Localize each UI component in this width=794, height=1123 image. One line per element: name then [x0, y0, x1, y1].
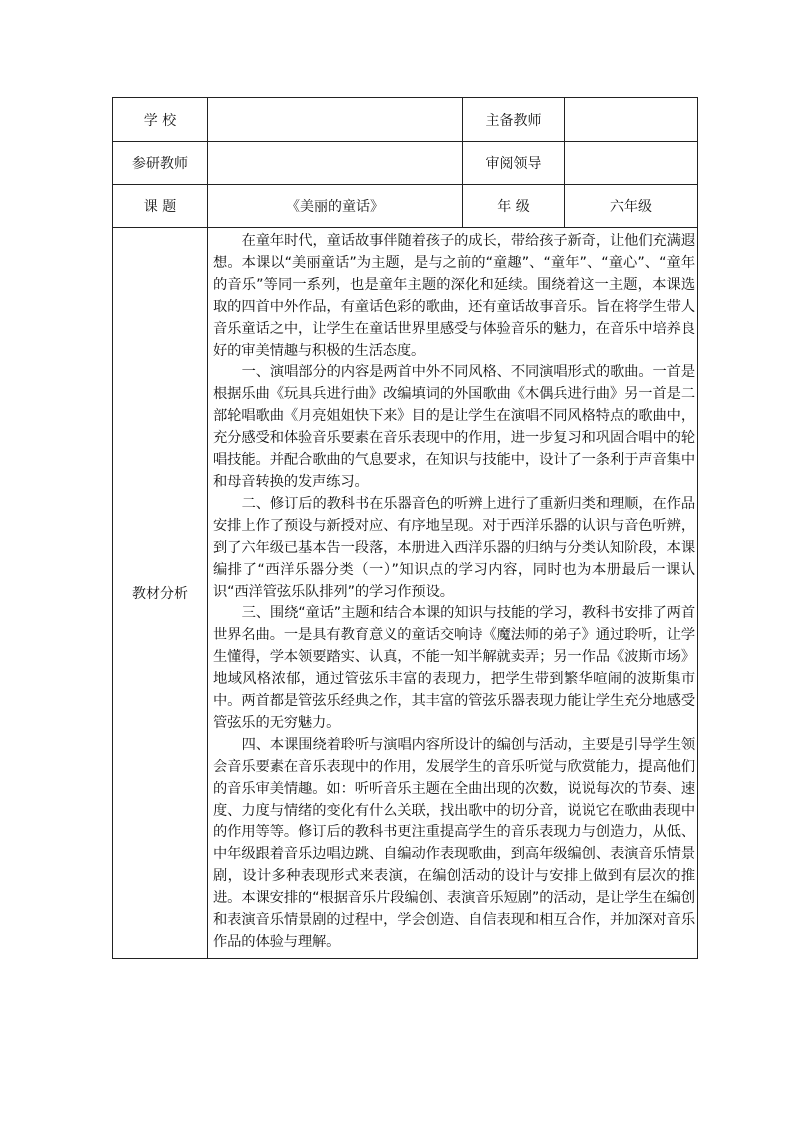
reviewer-field[interactable] — [565, 142, 698, 185]
analysis-content — [208, 228, 698, 959]
analysis-paragraph-singing: 一、演唱部分的内容是两首中外不同风格、不同演唱形式的歌曲。一首是根据乐曲《玩具兵进行曲》改编填词的外国歌曲《木偶兵进行曲》另一首是二部轮唱歌曲《月亮姐姐快下来》目的是让学生在演唱不同风格特点的歌曲中，充分感受和体验音乐要素在音乐表现中的作用，进一步复习和巩固合唱中的轮唱技能。并配合歌曲的气息要求，在知识与技能中，设计了一条利于声音集中和母音转换的发声练习。 — [213, 364, 695, 490]
research-teachers-label: 参研教师 — [113, 142, 208, 185]
analysis-paragraph-activities: 四、本课围绕着聆听与演唱内容所设计的编创与活动，主要是引导学生领会音乐要素在音乐表现中的作用，发展学生的音乐听觉与欣赏能力，提高他们的音乐审美情趣。如：听听音乐主题在全曲出现的次数，说说每次的节奏、速度、力度与情绪的变化有什么关联，找出歌中的切分音，说说它在歌曲表现中的作用等等。修订后的教科书更注重提高学生的音乐表现力与创造力，从低、中年级跟着音乐边唱边跳、自编动作表现歌曲，到高年级编创、表演音乐情景剧，设计多种表现形式来表演，在编创活动的设计与安排上做到有层次的推进。本课安排的“根据音乐片段编创、表演音乐短剧”的活动，是让学生在编创和表演音乐情景剧的过程中，学会创造、自信表现和相互合作，并加深对音乐作品的体验与理解。 — [213, 736, 695, 950]
analysis-paragraph-intro: 在童年时代，童话故事伴随着孩子的成长，带给孩子新奇，让他们充满遐想。本课以“美丽童话”为主题，是与之前的“童趣”、“童年”、“童心”、“童年的音乐”等同一系列，也是童年主题的深化和延续。围绕着这一主题，本课选取的四首中外作品，有童话色彩的歌曲，还有童话故事音乐。旨在将学生带人音乐童话之中，让学生在童话世界里感受与体验音乐的魅力，在音乐中培养良好的审美情趣与积极的生活态度。 — [213, 233, 695, 359]
analysis-paragraph-listening: 三、围绕“童话”主题和结合本课的知识与技能的学习，教科书安排了两首世界名曲。一是具有教育意义的童话交响诗《魔法师的弟子》通过聆听，让学生懂得，学本领要踏实、认真，不能一知半解就卖弄；另一作品《波斯市场》地域风格浓郁，通过管弦乐丰富的表现力，把学生带到繁华喧闹的波斯集市中。两首都是管弦乐经典之作，其丰富的管弦乐器表现力能让学生充分地感受管弦乐的无穷魅力。 — [213, 605, 695, 731]
topic-row — [113, 185, 698, 228]
topic-value: 《美丽的童话》 — [208, 185, 463, 228]
analysis-label: 教材分析 — [113, 228, 208, 959]
lead-teacher-label: 主备教师 — [463, 98, 565, 142]
reviewer-label: 审阅领导 — [463, 142, 565, 185]
topic-label: 课 题 — [113, 185, 208, 228]
lesson-plan-table — [112, 97, 698, 959]
school-row — [113, 98, 698, 142]
school-field[interactable] — [208, 98, 463, 142]
grade-value: 六年级 — [565, 185, 698, 228]
analysis-row — [113, 228, 698, 959]
teachers-row — [113, 142, 698, 185]
lead-teacher-field[interactable] — [565, 98, 698, 142]
analysis-paragraph-instruments: 二、修订后的教科书在乐器音色的听辨上进行了重新归类和理顺，在作品安排上作了预设与新授对应、有序地呈现。对于西洋乐器的认识与音色听辨，到了六年级已基本告一段落，本册进入西洋乐器的归纳与分类认知阶段，本课编排了“西洋乐器分类（一）”知识点的学习内容，同时也为本册最后一课认识“西洋管弦乐队排列”的学习作预设。 — [213, 495, 695, 600]
grade-label: 年 级 — [463, 185, 565, 228]
research-teachers-field[interactable] — [208, 142, 463, 185]
school-label: 学 校 — [113, 98, 208, 142]
